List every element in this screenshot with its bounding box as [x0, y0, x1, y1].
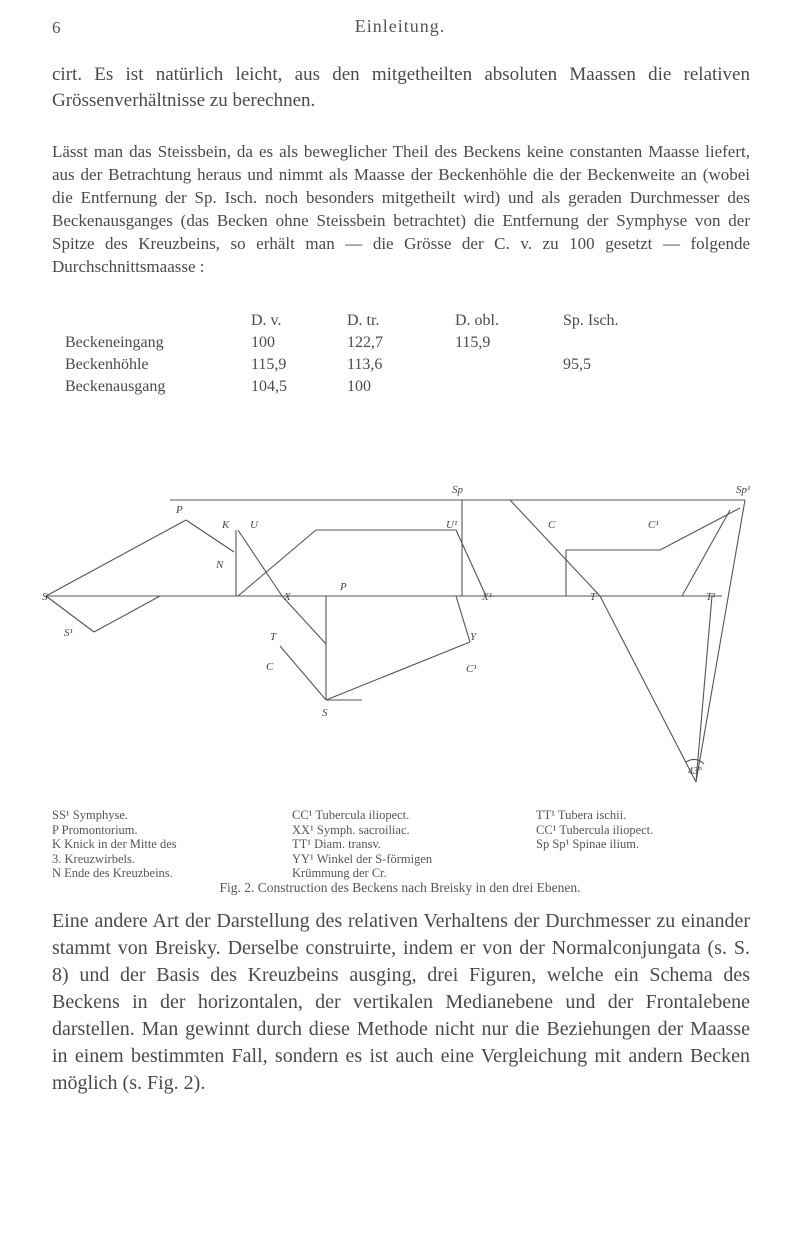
legend-column-3 [536, 808, 653, 852]
table-header: D. v. [251, 312, 282, 329]
legend-item: CC¹ Tubercula iliopect. [292, 808, 410, 822]
line-c-diag [280, 646, 326, 700]
legend-item: P Promontorium. [52, 822, 138, 837]
label-x: X [284, 591, 291, 603]
table-cell: 95,5 [563, 356, 591, 373]
table-cell [455, 376, 563, 398]
label-y: Y [470, 631, 477, 643]
line-right-long [600, 596, 696, 782]
table-cell: Beckeneingang [65, 334, 164, 351]
angle-arc [686, 759, 704, 764]
label-t1: T¹ [706, 591, 716, 603]
line-c1-diag [326, 642, 470, 700]
legend-item: K Knick in der Mitte des [52, 837, 177, 851]
legend-item: XX¹ Symph. sacroiliac. [292, 822, 410, 837]
paragraph-measurements: Lässt man das Steissbein, da es als beweglicher Theil des Beckens keine constanten Maasse liefert, aus der Betrachtung heraus und nimmt als Maasse der Beckenhöhle die der Beckenweite an (wobei die Entfernung der Sp. Isch. noch besonders mitgetheilt wird) und als geraden Durchmesser des Beckenausganges (das Becken ohne Steissbein betrachtet) die Entfernung der Symphyse von der Spitze des Kreuzbeins, so erhält man — die Grösse der C. v. zu 100 gesetzt — folgende Durchschnittsmaasse : [52, 142, 750, 276]
line-right-drop [696, 596, 712, 782]
table-cell [563, 332, 643, 354]
label-angle: 43° [688, 766, 702, 777]
label-u1: U¹ [446, 519, 458, 531]
table-cell: 104,5 [251, 378, 287, 395]
table-header [65, 310, 251, 332]
label-sp: Sp [452, 484, 463, 496]
line-right-inner [682, 510, 730, 596]
legend-item: CC¹ Tubercula iliopect. [536, 822, 654, 837]
figure-lines [46, 500, 745, 782]
legend-item: N Ende des Kreuzbeins. [52, 866, 173, 880]
figure-diagram [0, 400, 800, 800]
legend-column-1 [52, 808, 177, 881]
table-row [65, 332, 643, 354]
table-header-row [65, 310, 643, 332]
legend-column-2 [292, 808, 432, 881]
label-s-bottom: S [322, 707, 328, 719]
label-p-top: P [176, 504, 183, 516]
table-cell: Beckenhöhle [65, 356, 149, 373]
paragraph-intro: cirt. Es ist natürlich leicht, aus den mitgetheilten absoluten Maassen die relativen Grössenverhältnisse zu berechnen. [52, 64, 750, 111]
label-p-mid: P [340, 581, 347, 593]
label-sp1: Sp¹ [736, 484, 751, 496]
label-c: C [548, 519, 556, 531]
line-t-diag [282, 596, 326, 644]
legend-item: TT¹ Tubera ischii. [536, 808, 627, 822]
line-left-up [46, 520, 186, 596]
legend-item: 3. Kreuzwirbels. [52, 851, 135, 866]
legend-item: Krümmung der Cr. [292, 866, 387, 880]
line-right-diag1 [510, 500, 600, 596]
table-cell [563, 376, 643, 398]
legend-item: YY¹ Winkel der S-förmigen [292, 851, 433, 866]
figure-caption: Fig. 2. Construction des Beckens nach Breisky in den drei Ebenen. [219, 880, 581, 895]
table-header: Sp. Isch. [563, 312, 619, 329]
label-c1: C¹ [648, 519, 659, 531]
ratio-table [65, 310, 643, 398]
running-title: Einleitung. [354, 16, 446, 36]
table-row [65, 376, 643, 398]
table-cell: 100 [251, 334, 275, 351]
label-k: K [222, 519, 230, 531]
label-s: S [42, 591, 48, 603]
paragraph-breisky: Eine andere Art der Darstellung des relativen Verhaltens der Durchmesser zu einander stammt von Breisky. Derselbe construirte, indem er von der Normalconjungata (s. S. 8) und der Basis des Kreuzbeins ausging, drei Figuren, welche ein Schema des Beckens in der horizontalen, der vertikalen Medianebene und der Frontalebene darstellen. Man gewinnt durch diese Methode nicht nur die Beziehungen der Maasse in einem bestimmten Fall, sondern es ist auch eine Vergleichung mit andern Becken möglich (s. Fig. 2). [52, 910, 750, 1094]
table-cell [455, 354, 563, 376]
label-s1: S¹ [64, 627, 73, 639]
line-mid-up [238, 530, 316, 596]
legend-item: SS¹ Symphyse. [52, 808, 128, 822]
legend-item: TT¹ Diam. transv. [292, 837, 382, 851]
label-c-low: C [266, 661, 274, 673]
line-u-diag [238, 530, 282, 596]
table-header: D. tr. [347, 312, 380, 329]
line-left-close [94, 596, 160, 632]
table-cell: 115,9 [251, 356, 287, 373]
table-cell: 113,6 [347, 356, 383, 373]
table-cell: 100 [347, 378, 371, 395]
legend-item: Sp Sp¹ Spinae ilium. [536, 837, 640, 851]
label-t: T [590, 591, 597, 603]
label-u: U [250, 519, 258, 531]
page-header [0, 8, 800, 38]
pelvis-construction-figure [0, 400, 800, 800]
label-c1-low: C¹ [466, 663, 477, 675]
line-right-edge [696, 500, 745, 782]
table-row [65, 354, 643, 376]
table-header: D. obl. [455, 312, 499, 329]
table-cell: 115,9 [455, 334, 491, 351]
table-cell: Beckenausgang [65, 378, 166, 395]
label-n: N [216, 559, 224, 571]
line-u1-down [456, 530, 486, 596]
label-x1: X¹ [482, 591, 493, 603]
table-cell: 122,7 [347, 334, 383, 351]
page-number: 6 [52, 18, 61, 37]
line-t1-drop [456, 596, 470, 642]
label-t-low: T [270, 631, 277, 643]
